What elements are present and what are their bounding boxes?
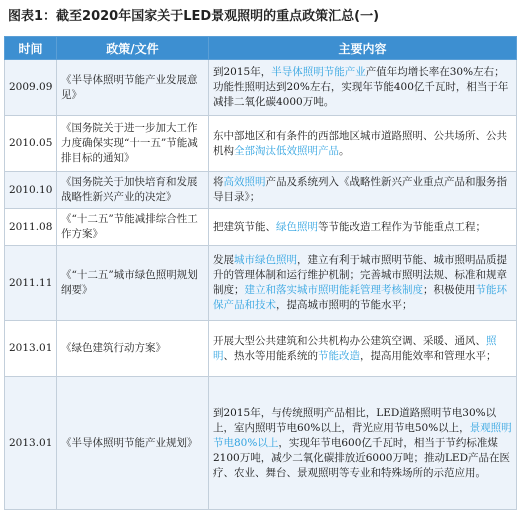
content-text: 产值年均增长率在30%左右；功能性照明达到20%左右，实现年节能400亿千瓦时，相当于年减排二氧化碳4000万吨。 [213, 66, 509, 108]
highlighted-text: 半导体照明节能产业 [271, 66, 366, 78]
content-text: ，提高城市照明的节能水平； [276, 299, 413, 311]
highlighted-text: 节能环保产品和技术 [213, 284, 507, 311]
content-text: 到2015年， [213, 66, 272, 78]
content-text: 产品及系统列入《战略性新兴产业重点产品和服务指导目录》； [213, 176, 507, 203]
row-time: 2011.08 [5, 209, 57, 246]
policy-table [4, 36, 517, 510]
highlighted-text: 建立和落实城市照明能耗管理考核制度 [244, 284, 423, 296]
row-time: 2010.05 [5, 116, 57, 172]
content-text: 等节能改造工程作为节能重点工程； [318, 220, 486, 233]
table-row [5, 246, 517, 321]
highlighted-text: 全部淘汰低效照明产品 [234, 144, 339, 157]
content-text: ，建立有利于城市照明节能、城市照明品质提升的管理体制和运行维护机制；完善城市照明法规、标准和规章制度； [213, 254, 507, 296]
row-time: 2011.11 [5, 246, 57, 321]
content-text: ，提高用能效率和管理水平； [360, 349, 497, 362]
row-document: 《“十二五”节能减排综合性工作方案》 [57, 209, 209, 246]
table-row [5, 321, 517, 377]
highlighted-text: 照明 [213, 334, 497, 362]
row-document: 《国务院关于加快培育和发展战略性新兴产业的决定》 [57, 172, 209, 209]
table-row [5, 172, 517, 209]
row-time: 2009.09 [5, 60, 57, 116]
content-text: 把建筑节能、 [213, 220, 276, 233]
content-text: 发展 [213, 254, 234, 266]
row-content [209, 246, 517, 321]
table-row [5, 116, 517, 172]
content-text: 到2015年，与传统照明产品相比，LED道路照明节电30%以上，室内照明节电60%以上，背光应用节电50%以上， [213, 406, 497, 434]
highlighted-text: 高效照明 [223, 176, 266, 188]
highlighted-text: 绿色照明 [276, 220, 318, 233]
table-body [5, 60, 517, 510]
row-content [209, 172, 517, 209]
content-text: 、热水等用能系统的 [223, 349, 318, 362]
row-content [209, 209, 517, 246]
row-time: 2013.01 [5, 321, 57, 377]
header-content: 主要内容 [209, 37, 517, 60]
row-content [209, 116, 517, 172]
row-document: 《国务院关于进一步加大工作力度确保实现“十一五”节能减排目标的通知》 [57, 116, 209, 172]
header-time: 时间 [5, 37, 57, 60]
header-doc: 政策/文件 [57, 37, 209, 60]
table-row [5, 60, 517, 116]
figure-title: 图表1：截至2020年国家关于LED景观照明的重点政策汇总(一) [8, 9, 380, 24]
row-document: 《绿色建筑行动方案》 [57, 321, 209, 377]
highlighted-text: 节能改造 [318, 349, 360, 362]
row-time: 2013.01 [5, 377, 57, 510]
row-time: 2010.10 [5, 172, 57, 209]
row-document: 《半导体照明节能产业规划》 [57, 377, 209, 510]
row-content [209, 321, 517, 377]
row-content [209, 377, 517, 510]
row-content [209, 60, 517, 116]
content-text: 将 [213, 176, 224, 188]
row-document: 《半导体照明节能产业发展意见》 [57, 60, 209, 116]
content-text: ；积极使用 [423, 284, 476, 296]
content-text: 东中部地区和有条件的西部地区城市道路照明、公共场所、公共机构 [213, 129, 507, 157]
highlighted-text: 景观照明节电80%以上 [213, 421, 512, 449]
table-row [5, 209, 517, 246]
row-document: 《“十二五”城市绿色照明规划纲要》 [57, 246, 209, 321]
table-row [5, 377, 517, 510]
content-text: 开展大型公共建筑和公共机构办公建筑空调、采暖、通风、 [213, 334, 486, 347]
table-header-row [5, 37, 517, 60]
content-text: 。 [339, 144, 350, 157]
highlighted-text: 城市绿色照明 [234, 254, 297, 266]
content-text: ，实现年节电600亿千瓦时，相当于节约标准煤2100万吨，减少二氧化碳排放近6000万吨；推动LED产品在医疗、农业、舞台、景观照明等专业和特殊场所的示范应用。 [213, 436, 510, 479]
